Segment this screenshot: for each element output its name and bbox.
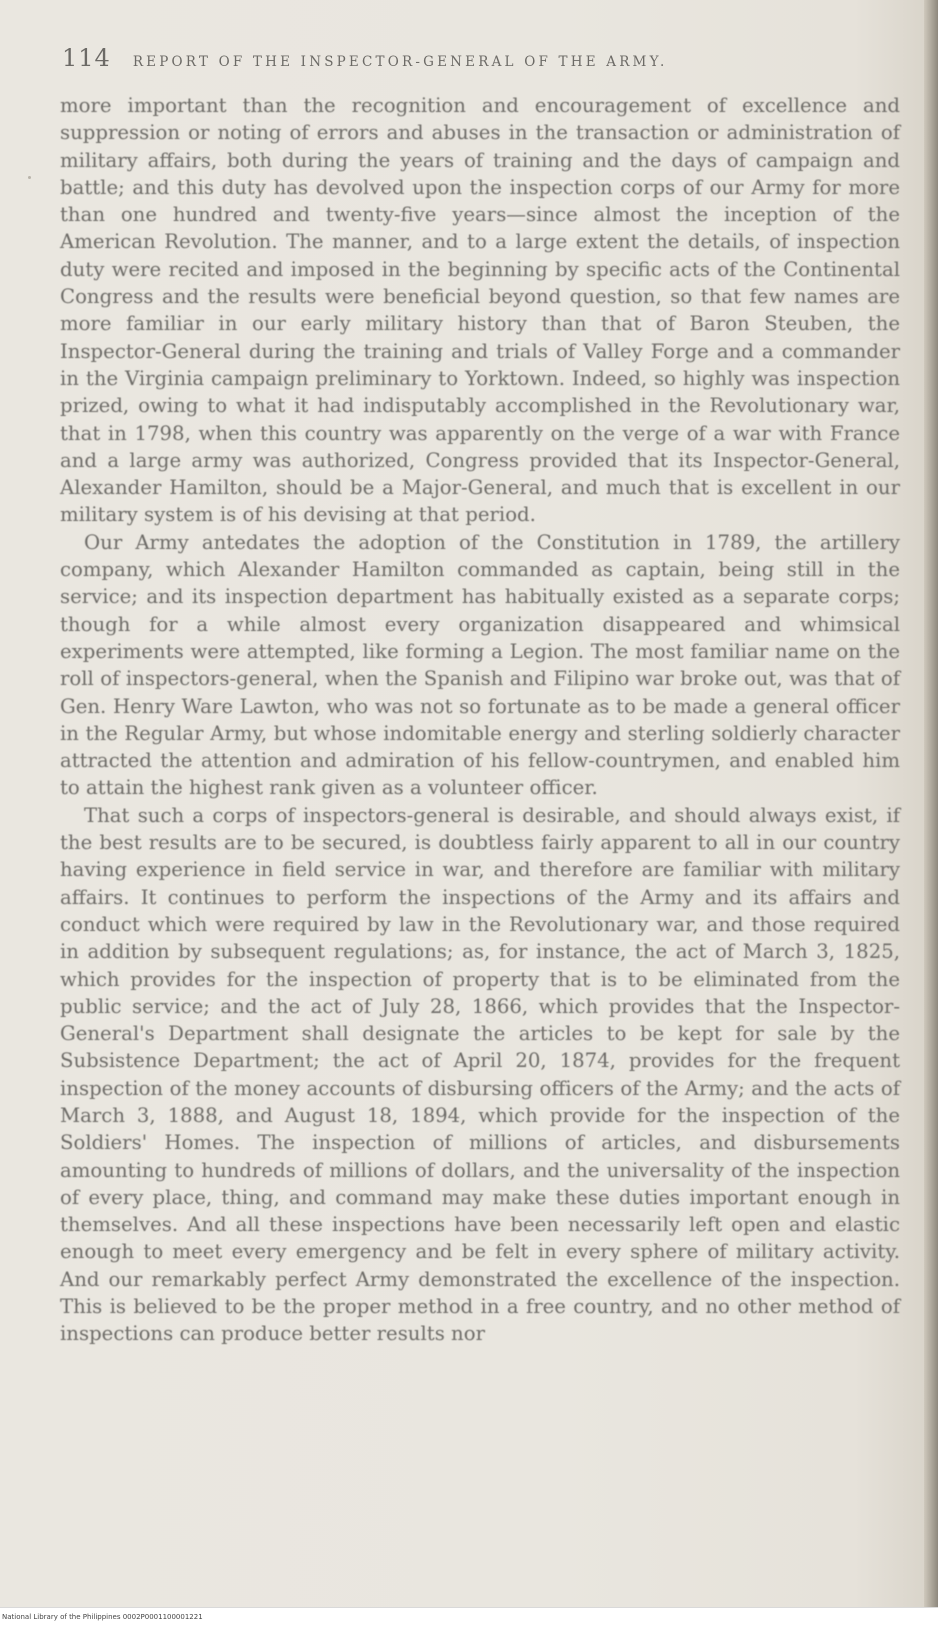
body-text [60, 92, 900, 1348]
page-header [62, 44, 882, 72]
paragraph-1: more important than the recognition and encouragement of excellence and suppression or noting of errors and abuses in the transaction or administration of military affairs, both during the years of training and the days of campaign and battle; and this duty has devolved upon the inspection corps of our Army for more than one hundred and twenty-five years—since almost the inception of the American Revolution. The manner, and to a large extent the details, of inspection duty were recited and imposed in the beginning by specific acts of the Continental Congress and the results were beneficial beyond question, so that few names are more familiar in our early military history than that of Baron Steuben, the Inspector-General during the training and trials of Valley Forge and a commander in the Virginia campaign preliminary to Yorktown. Indeed, so highly was inspection prized, owing to what it had indisputably accomplished in the Revolutionary war, that in 1798, when this country was apparently on the verge of a war with France and a large army was authorized, Congress provided that its Inspector-General, Alexander Hamilton, should be a Major-General, and much that is excellent in our military system is of his devising at that period. [60, 94, 900, 527]
page-number: 114 [62, 44, 111, 72]
scan-speck [28, 176, 31, 179]
footer-credit: National Library of the Philippines 0002P0001100001221 [2, 1613, 203, 1621]
paragraph-3: That such a corps of inspectors-general is desirable, and should always exist, if the best results are to be secured, is doubtless fairly apparent to all in our country having experience in field service in war, and therefore are familiar with military affairs. It continues to perform the inspections of the Army and its affairs and conduct which were required by law in the Revolutionary war, and those required in addition by subsequent regulations; as, for instance, the act of March 3, 1825, which provides for the inspection of property that is to be eliminated from the public service; and the act of July 28, 1866, which provides that the Inspector-General's Department shall designate the articles to be kept for sale by the Subsistence Department; the act of April 20, 1874, provides for the frequent inspection of the money accounts of disbursing officers of the Army; and the acts of March 3, 1888, and August 18, 1894, which provide for the inspection of the Soldiers' Homes. The inspection of millions of articles, and disbursements amounting to hundreds of millions of dollars, and the universality of the inspection of every place, thing, and command may make these duties important enough in themselves. And all these inspections have been necessarily left open and elastic enough to meet every emergency and be felt in every sphere of military activity. And our remarkably perfect Army demonstrated the excellence of the inspection. This is believed to be the proper method in a free country, and no other method of inspections can produce better results nor [60, 803, 900, 1346]
paragraph-2: Our Army antedates the adoption of the Constitution in 1789, the artillery company, which Alexander Hamilton commanded as captain, being still in the service; and its inspection department has habitually existed as a separate corps; though for a while almost every organization disappeared and whimsical experiments were attempted, like forming a Legion. The most familiar name on the roll of inspectors-general, when the Spanish and Filipino war broke out, was that of Gen. Henry Ware Lawton, who was not so fortunate as to be made a general officer in the Regular Army, but whose indomitable energy and sterling soldierly character attracted the attention and admiration of his fellow-countrymen, and enabled him to attain the highest rank given as a volunteer officer. [60, 530, 900, 800]
footer-strip [0, 1607, 938, 1628]
running-head: REPORT OF THE INSPECTOR-GENERAL OF THE ARMY. [132, 54, 668, 70]
book-spine-edge [924, 0, 938, 1628]
